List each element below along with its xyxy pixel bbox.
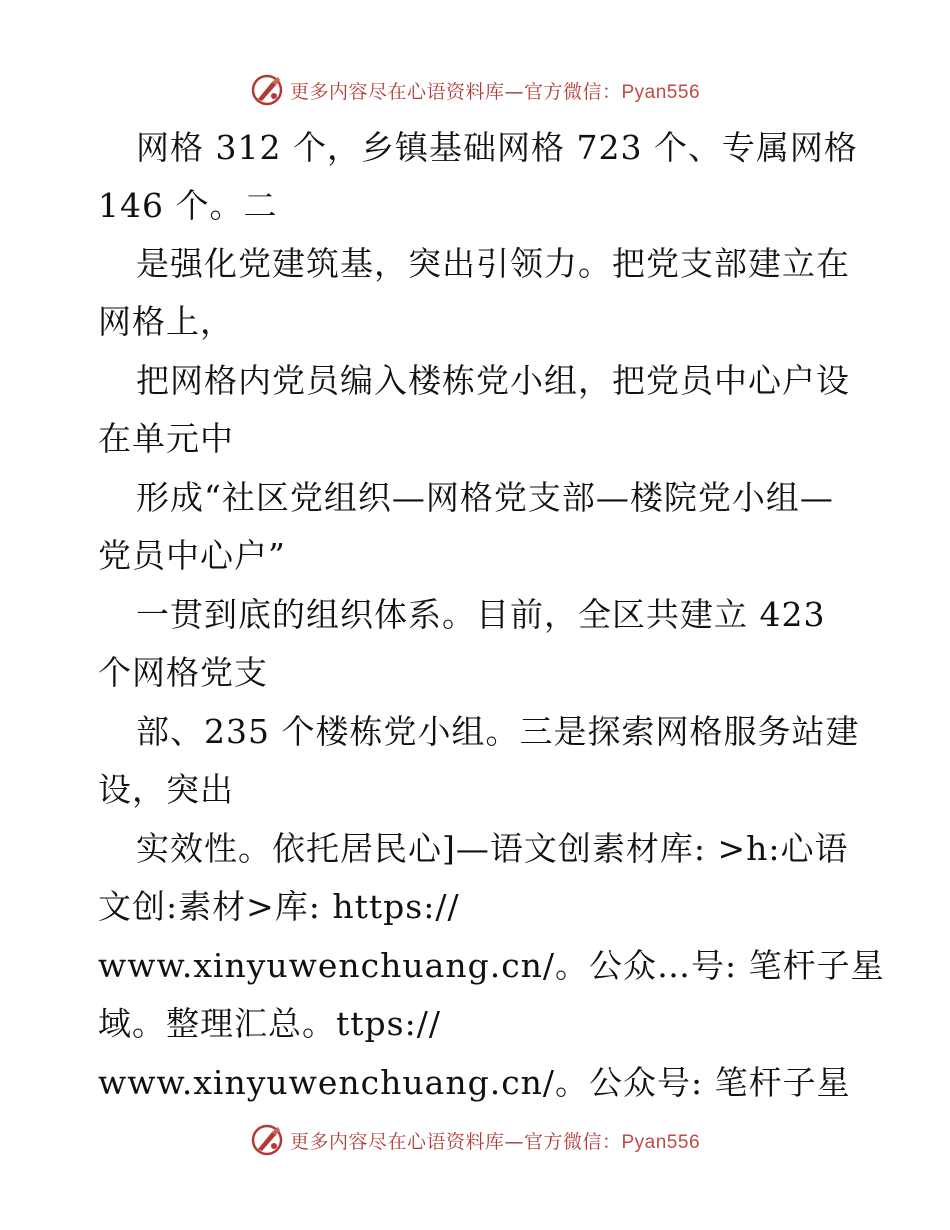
quill-pen-logo-icon [250, 1123, 284, 1157]
header-official-label: 官方微信： [523, 80, 622, 103]
body-line: 个网格党支 [98, 653, 268, 692]
body-line: www.xinyuwenchuang.cn/。公众…号: 笔杆子星 [98, 946, 885, 985]
body-line: www.xinyuwenchuang.cn/。公众号: 笔杆子星 [98, 1063, 851, 1102]
header-separator: — [504, 80, 524, 103]
body-line: 146 个。二 [98, 186, 278, 225]
footer-banner [0, 1120, 950, 1160]
body-line: 域。整理汇总。ttps:// [98, 1004, 441, 1043]
footer-separator: — [504, 1130, 524, 1153]
body-line: 网格 312 个，乡镇基础网格 723 个、专属网格 [136, 128, 858, 167]
body-line: 网格上， [98, 302, 234, 341]
body-line: 把网格内党员编入楼栋党小组，把党员中心户设 [136, 361, 850, 400]
footer-account: Pyan556 [621, 1131, 701, 1153]
body-line: 在单元中 [98, 419, 234, 458]
body-line: 是强化党建筑基，突出引领力。把党支部建立在 [136, 244, 850, 283]
footer-banner-text [290, 1127, 700, 1154]
header-banner [0, 70, 950, 110]
body-line: 形成“社区党组织—网格党支部—楼院党小组— [136, 478, 834, 517]
header-site-text: 更多内容尽在心语资料库 [289, 80, 505, 103]
body-line: 一贯到底的组织体系。目前，全区共建立 423 [136, 595, 826, 634]
footer-official-label: 官方微信： [523, 1130, 622, 1153]
footer-site-text: 更多内容尽在心语资料库 [289, 1130, 505, 1153]
body-line: 设，突出 [98, 770, 234, 809]
body-line: 党员中心户” [98, 536, 286, 575]
header-banner-text [290, 77, 700, 104]
quill-pen-logo-icon [250, 73, 284, 107]
body-line: 部、235 个楼栋党小组。三是探索网格服务站建 [136, 712, 860, 751]
body-line: 文创:素材>库: https:// [98, 887, 460, 926]
body-line: 实效性。依托居民心]—语文创素材库: >h:心语 [136, 829, 849, 868]
header-account: Pyan556 [621, 81, 701, 103]
